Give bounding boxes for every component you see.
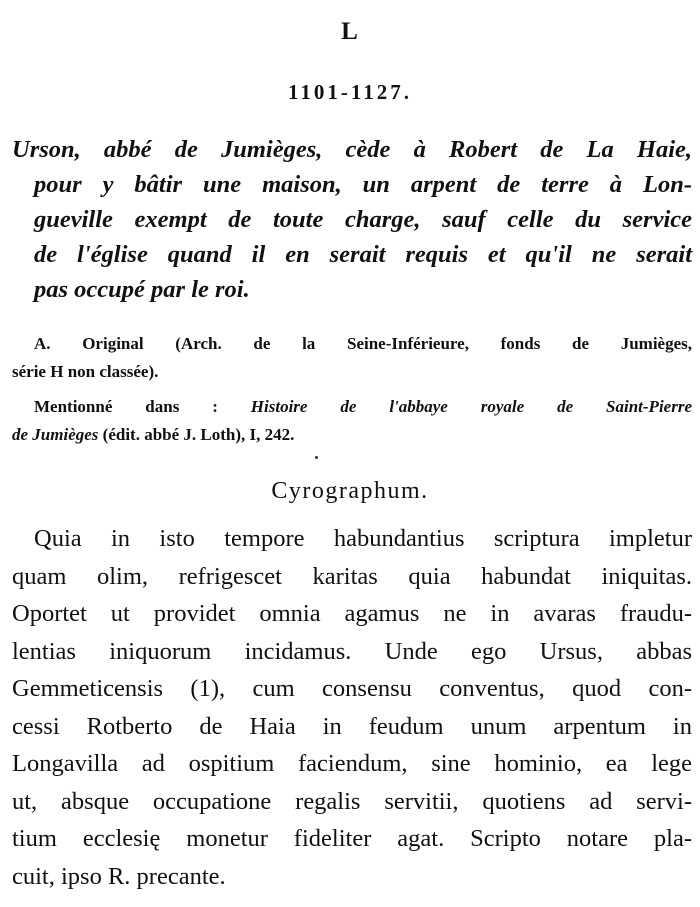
separator-dot [315, 456, 318, 459]
source-mention-line [12, 421, 692, 449]
source-original-line: série H non classée). [12, 362, 159, 381]
summary-line: gueville exempt de toute charge, sauf celle du service [34, 206, 692, 233]
summary-line: de l'église quand il en serait requis et qu'il ne serait [34, 241, 692, 268]
body-line: cessi Rotberto de Haia in feudum unum arpentum in [12, 712, 692, 740]
body-line: Longavilla ad ospitium faciendum, sine hominio, ea lege [12, 750, 692, 777]
body-line: ut, absque occupatione regalis servitii, quotiens ad servi- [12, 787, 692, 815]
body-line: lentias iniquorum incidamus. Unde ego Ursus, abbas [12, 637, 692, 665]
source-mention-title: de Jumièges [12, 425, 99, 444]
source-mention-title: Histoire de l'abbaye royale de Saint-Pierre [250, 397, 692, 416]
body-line: Gemmeticensis (1), cum consensu conventus, quod con- [12, 675, 692, 702]
source-original [12, 330, 692, 386]
date-range: 1101-1127. [288, 80, 412, 104]
summary-line: pour y bâtir une maison, un arpent de terre à Lon- [34, 171, 692, 198]
body-line: Quia in isto tempore habundantius scriptura impletur [34, 525, 692, 552]
charter-number: L [341, 18, 359, 45]
source-mention-prefix: Mentionné dans : [34, 397, 251, 416]
body-line: Oportet ut providet omnia agamus ne in avaras fraudu- [12, 600, 692, 627]
summary-line: Urson, abbé de Jumièges, cède à Robert de La Haie, [12, 136, 692, 163]
source-mention [12, 393, 692, 449]
body-line: cuit, ipso R. precante. [12, 862, 226, 890]
charter-summary [12, 132, 692, 307]
body-line: tium ecclesię monetur fideliter agat. Scripto notare pla- [12, 825, 692, 852]
document-body [12, 520, 692, 895]
source-mention-suffix: (édit. abbé J. Loth), I, 242. [98, 425, 295, 444]
source-original-line: A. Original (Arch. de la Seine-Inférieure, fonds de Jumièges, [34, 334, 692, 353]
source-mention-line [12, 393, 692, 421]
body-line: quam olim, refrigescet karitas quia habundat iniquitas. [12, 562, 692, 590]
document-heading: Cyrographum. [271, 478, 429, 504]
summary-line: pas occupé par le roi. [34, 276, 250, 303]
